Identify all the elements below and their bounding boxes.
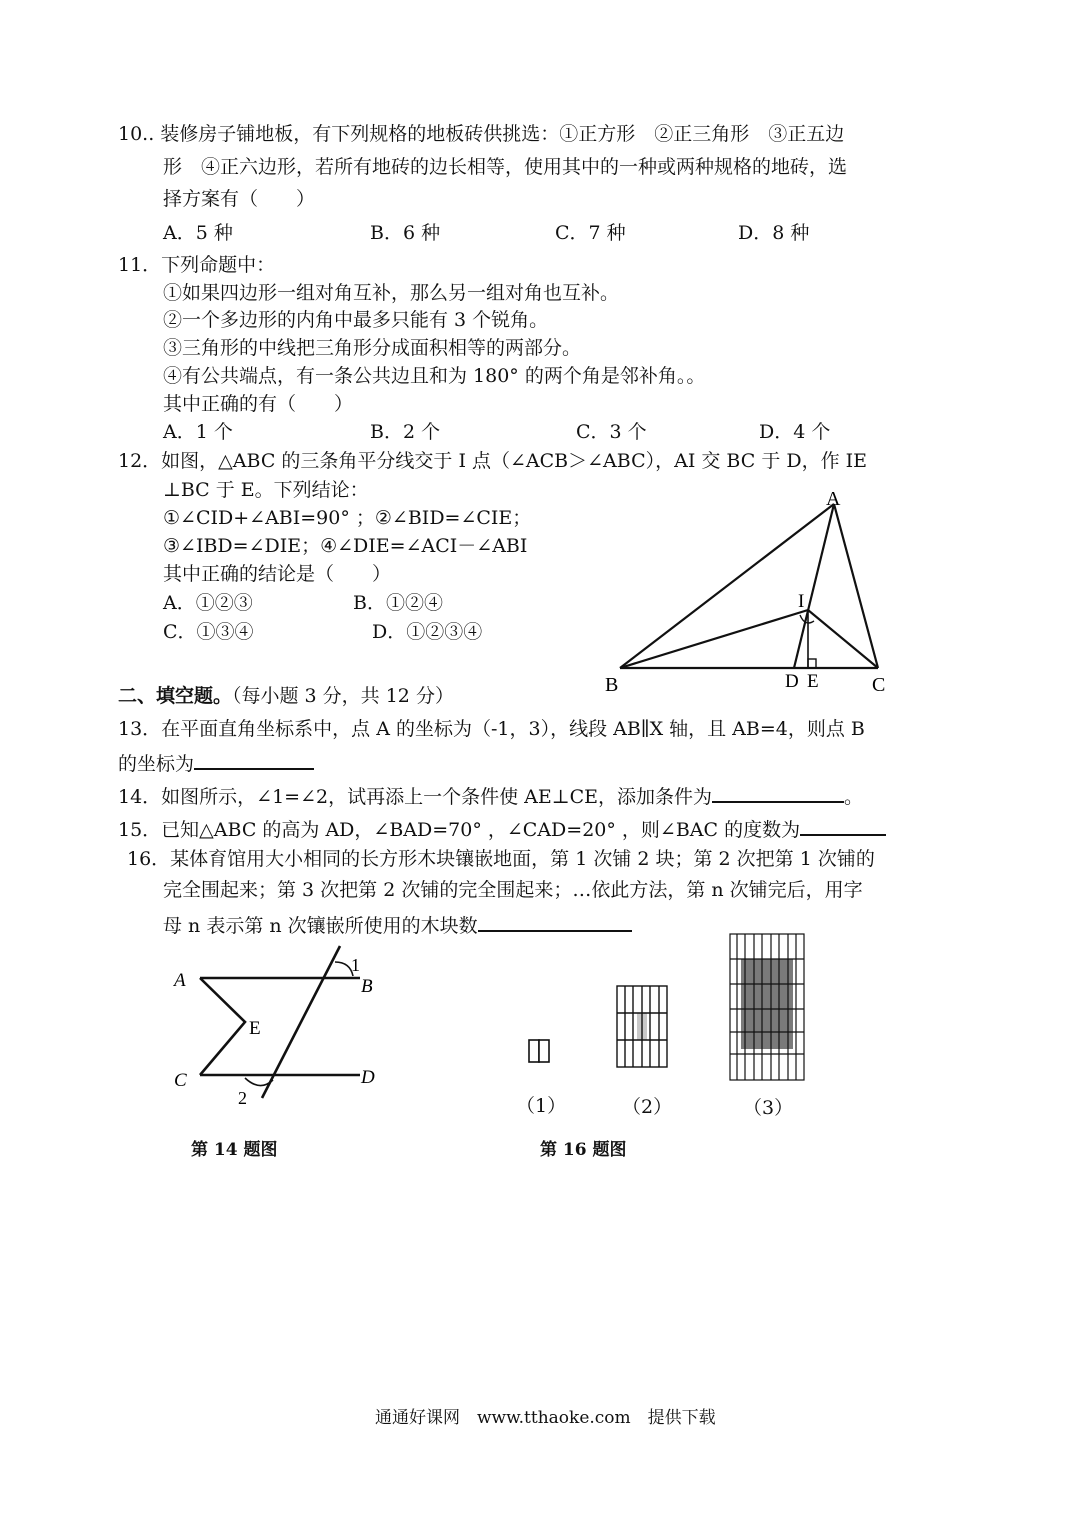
q11-option-d: D．4 个 <box>759 421 831 443</box>
q12-line3: ①∠CID+∠ABI=90° ；②∠BID=∠CIE； <box>163 507 532 529</box>
q16-line3-text: 母 n 表示第 n 次镶嵌所使用的木块数 <box>163 915 478 937</box>
q11-option-c: C．3 个 <box>576 421 647 443</box>
section2-title: 二、填空题。 <box>118 685 233 707</box>
label-a: A <box>826 488 841 510</box>
q14-answer-blank[interactable] <box>712 781 844 803</box>
fig16-caption: 第 16 题图 <box>540 1140 627 1160</box>
q12-triangle-figure <box>600 487 900 697</box>
q11-item-1: ①如果四边形一组对角互补，那么另一组对角也互补。 <box>163 282 620 304</box>
q14-text: 14．如图所示，∠1=∠2，试再添上一个条件使 AE⊥CE，添加条件为 <box>118 786 713 808</box>
q11-item-3: ③三角形的中线把三角形分成面积相等的两部分。 <box>163 337 582 359</box>
label-b: B <box>605 674 619 696</box>
label-i: I <box>798 591 805 612</box>
fig16-figure <box>525 932 845 1092</box>
label-e: E <box>249 1018 261 1039</box>
q12-option-a: A．①②③ <box>163 592 253 614</box>
label-1: 1 <box>351 955 360 975</box>
q11-stem: 11．下列命题中： <box>118 254 276 276</box>
q16-line1: 16．某体育馆用大小相同的长方形木块镶嵌地面，第 1 次铺 2 块；第 2 次把第 1 次铺的 <box>127 848 875 870</box>
q11-item-2: ②一个多边形的内角中最多只能有 3 个锐角。 <box>163 309 549 331</box>
segment-bi <box>620 610 808 668</box>
q13-line1: 13．在平面直角坐标系中，点 A 的坐标为（-1，3），线段 AB∥X 轴，且 AB=4，则点 B <box>118 718 865 740</box>
label-c: C <box>872 674 886 696</box>
q13-line2-text: 的坐标为 <box>118 753 195 775</box>
label-d: D <box>785 671 799 692</box>
q11-option-a: A．1 个 <box>163 421 233 443</box>
q10-line3: 择方案有（ ） <box>163 188 316 210</box>
page-footer: 通通好课网 www.tthaoke.com 提供下载 <box>375 1408 716 1428</box>
segment-ab <box>620 504 834 668</box>
q10-line2: 形 ④正六边形，若所有地砖的边长相等，使用其中的一种或两种规格的地砖，选 <box>163 156 848 178</box>
pattern-3 <box>730 934 804 1080</box>
label-d: D <box>361 1067 375 1088</box>
segment-ad <box>794 504 834 668</box>
q10-option-b: B．6 种 <box>370 222 441 244</box>
fig14-figure <box>165 940 405 1110</box>
pattern-1 <box>529 1040 549 1062</box>
q12-line2: ⊥BC 于 E。下列结论： <box>163 479 369 501</box>
q15-text: 15．已知△ABC 的高为 AD，∠BAD=70° ，∠CAD=20° ，则∠BAC 的度数为 <box>118 819 801 841</box>
q16-answer-blank[interactable] <box>478 910 632 932</box>
q10-option-a: A．5 种 <box>163 222 233 244</box>
q11-ask: 其中正确的有（ ） <box>163 393 354 415</box>
label-e: E <box>807 671 819 692</box>
q12-ask: 其中正确的结论是（ ） <box>163 563 392 585</box>
q14-end: 。 <box>844 786 864 808</box>
polyline-aec <box>200 978 245 1075</box>
segment-ac <box>834 504 878 668</box>
section2-note: （每小题 3 分，共 12 分） <box>232 685 454 707</box>
q12-line4: ③∠IBD=∠DIE；④∠DIE=∠ACI－∠ABI <box>163 535 528 557</box>
q13-line2 <box>118 748 314 777</box>
q14-line <box>118 781 863 810</box>
fig14-caption: 第 14 题图 <box>191 1140 278 1160</box>
q15-answer-blank[interactable] <box>800 814 886 836</box>
pattern-2 <box>617 986 667 1067</box>
fig16-label-2: （2） <box>622 1096 673 1118</box>
q16-line2: 完全围起来；第 3 次把第 2 次铺的完全围起来；…依此方法，第 n 次铺完后，用字 <box>163 879 863 901</box>
fig16-label-1: （1） <box>516 1095 567 1117</box>
q10-option-d: D．8 种 <box>738 222 810 244</box>
q10-line1: 10.. 装修房子铺地板，有下列规格的地板砖供挑选：①正方形 ②正三角形 ③正五边 <box>118 123 845 145</box>
q11-item-4: ④有公共端点，有一条公共边且和为 180° 的两个角是邻补角。。 <box>163 365 706 387</box>
q12-line1: 12．如图，△ABC 的三条角平分线交于 I 点（∠ACB＞∠ABC），AI 交 BC 于 D，作 IE <box>118 450 868 472</box>
q13-answer-blank[interactable] <box>194 748 314 770</box>
q15-line <box>118 814 886 843</box>
fig16-label-3: （3） <box>743 1097 794 1119</box>
q12-option-b: B．①②④ <box>353 592 443 614</box>
section2-heading <box>118 683 454 709</box>
segment-ci <box>808 610 878 668</box>
right-angle-mark <box>808 659 816 668</box>
label-b: B <box>361 976 373 997</box>
q11-option-b: B．2 个 <box>370 421 441 443</box>
label-2: 2 <box>238 1088 247 1108</box>
q12-option-d: D．①②③④ <box>372 621 483 643</box>
label-c: C <box>174 1070 187 1091</box>
q12-option-c: C．①③④ <box>163 621 254 643</box>
label-a: A <box>174 970 186 991</box>
q10-option-c: C．7 种 <box>555 222 626 244</box>
